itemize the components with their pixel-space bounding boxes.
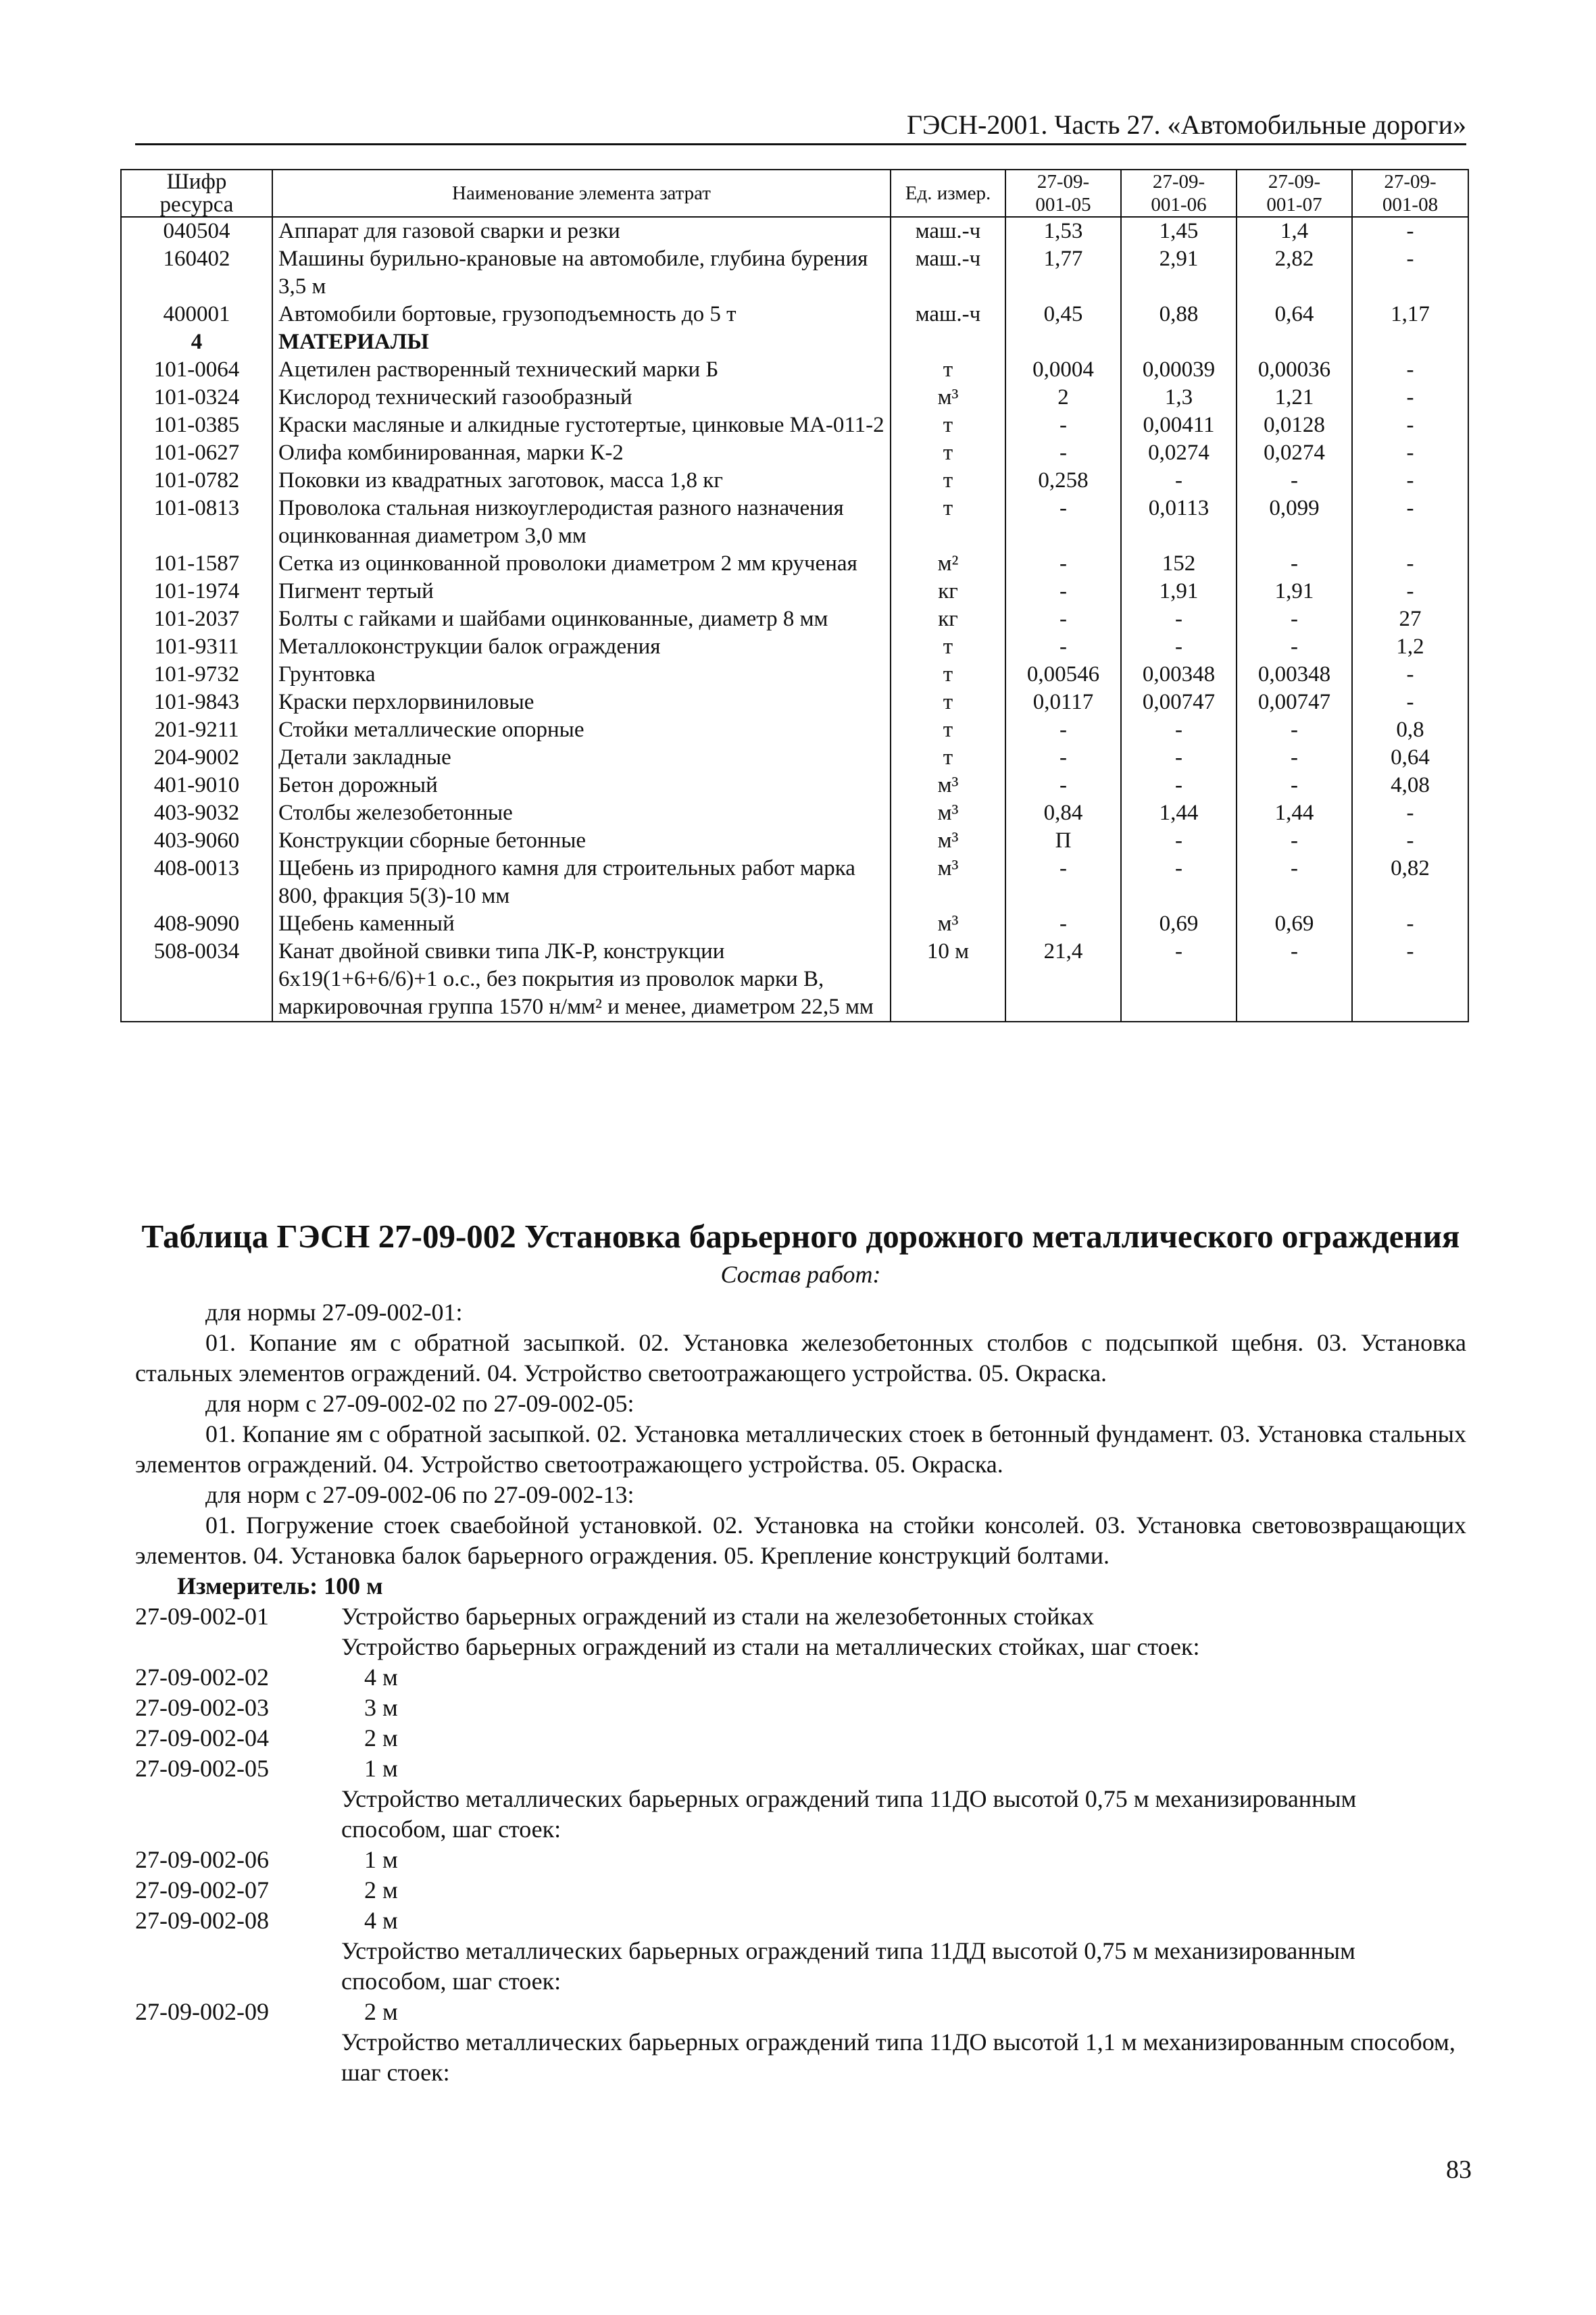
norm-code: 27-09-002-05 [135, 1755, 269, 1782]
table-row [121, 412, 1468, 439]
resource-unit: т [891, 633, 1005, 661]
norm-row [135, 1723, 1466, 1753]
resource-unit: т [891, 716, 1005, 744]
resource-value: 1,45 [1121, 217, 1237, 245]
resource-code: 101-9732 [121, 661, 272, 689]
resource-name: Болты с гайками и шайбами оцинкованные, диаметр 8 мм [272, 605, 891, 633]
resource-value: - [1352, 412, 1468, 439]
resource-value: 0,00036 [1237, 356, 1352, 384]
resource-code: 160402 [121, 245, 272, 301]
resource-value: - [1237, 827, 1352, 855]
table-row [121, 689, 1468, 716]
resource-value: 0,64 [1237, 301, 1352, 328]
resource-value: 0,45 [1005, 301, 1121, 328]
table-row [121, 550, 1468, 578]
section-body [135, 1297, 1466, 2088]
resource-value [1005, 328, 1121, 356]
resources-table [120, 169, 1469, 1022]
resource-value: - [1237, 605, 1352, 633]
resource-unit: м³ [891, 772, 1005, 799]
resource-value: 0,8 [1352, 716, 1468, 744]
resource-unit: т [891, 661, 1005, 689]
resource-name: Щебень каменный [272, 910, 891, 938]
norm-group-heading: Устройство металлических барьерных ограждений типа 11ДО высотой 1,1 м механизированным способом, шаг стоек: [341, 2028, 1455, 2086]
resource-name: Щебень из природного камня для строительных работ марка 800, фракция 5(3)-10 мм [272, 855, 891, 910]
norm-code: 27-09-002-04 [135, 1724, 269, 1751]
resource-value: - [1352, 799, 1468, 827]
resource-value: - [1005, 495, 1121, 550]
norm-description: 1 м [364, 1846, 398, 1873]
resource-value: 27 [1352, 605, 1468, 633]
resource-name: Автомобили бортовые, грузоподъемность до 5 т [272, 301, 891, 328]
resource-value: - [1005, 605, 1121, 633]
resource-value: 0,099 [1237, 495, 1352, 550]
resource-name: Пигмент тертый [272, 578, 891, 605]
resource-value: - [1352, 661, 1468, 689]
table-row [121, 439, 1468, 467]
resource-value: - [1005, 772, 1121, 799]
norm-code: 27-09-002-08 [135, 1907, 269, 1934]
resource-value: - [1237, 716, 1352, 744]
resource-code: 508-0034 [121, 938, 272, 1022]
resource-value: 0,00747 [1237, 689, 1352, 716]
resource-name: Сетка из оцинкованной проволоки диаметром 2 мм крученая [272, 550, 891, 578]
norm-row [135, 1693, 1466, 1723]
resource-code: 204-9002 [121, 744, 272, 772]
resource-value: 0,64 [1352, 744, 1468, 772]
norm-row [135, 1875, 1466, 1906]
resource-value: - [1352, 910, 1468, 938]
resource-unit: кг [891, 578, 1005, 605]
resource-value: 0,00411 [1121, 412, 1237, 439]
norm-row [135, 1997, 1466, 2027]
resource-value: - [1237, 633, 1352, 661]
resource-name: Бетон дорожный [272, 772, 891, 799]
table-row [121, 938, 1468, 1022]
table-row [121, 384, 1468, 412]
resource-name: Столбы железобетонные [272, 799, 891, 827]
work-text-3: 01. Погружение стоек сваебойной установкой. 02. Установка на стойки консолей. 03. Установка световозвращающих элементов. 04. Установка балок барьерного ограждения. 05. Крепление конструкций болтами. [135, 1512, 1466, 1569]
resource-value: - [1237, 772, 1352, 799]
resource-code: 101-0324 [121, 384, 272, 412]
resource-value: 2,91 [1121, 245, 1237, 301]
resource-value: - [1005, 910, 1121, 938]
resource-value: - [1352, 384, 1468, 412]
resource-value: 1,4 [1237, 217, 1352, 245]
resource-unit: м³ [891, 910, 1005, 938]
resource-unit: кг [891, 605, 1005, 633]
resource-value: 0,0274 [1237, 439, 1352, 467]
resource-value: - [1121, 744, 1237, 772]
norm-description: Устройство барьерных ограждений из стали на железобетонных стойках [341, 1603, 1095, 1630]
resource-unit: маш.-ч [891, 245, 1005, 301]
resource-value: 1,44 [1237, 799, 1352, 827]
table-row [121, 661, 1468, 689]
table-section-row [121, 328, 1468, 356]
resource-unit: т [891, 439, 1005, 467]
resource-value: 0,0128 [1237, 412, 1352, 439]
resource-code: 101-0782 [121, 467, 272, 495]
col-header-27-09-001-07: 27-09- 001-07 [1237, 170, 1352, 217]
norm-code: 27-09-002-09 [135, 1998, 269, 2025]
resource-unit: т [891, 495, 1005, 550]
col-header-name: Наименование элемента затрат [272, 170, 891, 217]
resource-name: Олифа комбинированная, марки К-2 [272, 439, 891, 467]
resource-code: 201-9211 [121, 716, 272, 744]
norm-code: 27-09-002-03 [135, 1694, 269, 1721]
resource-code: 101-0385 [121, 412, 272, 439]
resource-value: - [1237, 550, 1352, 578]
resource-value: 0,69 [1237, 910, 1352, 938]
resource-name: Краски перхлорвиниловые [272, 689, 891, 716]
work-text-2: 01. Копание ям с обратной засыпкой. 02. Установка металлических стоек в бетонный фундамент. 03. Установка стальных элементов ограждений. 04. Устройство светоотражающего устройства. 05. Окраска. [135, 1420, 1466, 1478]
table-row [121, 578, 1468, 605]
resource-value: 1,91 [1121, 578, 1237, 605]
col-header-code: Шифр ресурса [121, 170, 272, 217]
resource-value: - [1121, 827, 1237, 855]
table-row [121, 301, 1468, 328]
resource-code: 101-9311 [121, 633, 272, 661]
table-row [121, 910, 1468, 938]
resource-code: 101-1974 [121, 578, 272, 605]
resource-value: 0,0113 [1121, 495, 1237, 550]
resource-value: - [1121, 605, 1237, 633]
resource-code: 403-9060 [121, 827, 272, 855]
resource-value [1121, 328, 1237, 356]
table-row [121, 356, 1468, 384]
resource-value: 1,91 [1237, 578, 1352, 605]
resource-value: 0,69 [1121, 910, 1237, 938]
resource-value: 1,44 [1121, 799, 1237, 827]
resource-unit: маш.-ч [891, 301, 1005, 328]
resource-value: - [1352, 689, 1468, 716]
resource-value: - [1352, 467, 1468, 495]
resource-value: - [1121, 467, 1237, 495]
resource-value [1352, 328, 1468, 356]
resource-value: - [1352, 439, 1468, 467]
resource-value: 0,84 [1005, 799, 1121, 827]
resource-code: 403-9032 [121, 799, 272, 827]
resource-unit: маш.-ч [891, 217, 1005, 245]
resource-value: - [1121, 938, 1237, 1022]
resource-code: 101-1587 [121, 550, 272, 578]
resource-value: 1,77 [1005, 245, 1121, 301]
norm-row [135, 1845, 1466, 1875]
resource-unit: 10 м [891, 938, 1005, 1022]
resource-code: 040504 [121, 217, 272, 245]
resource-unit: т [891, 689, 1005, 716]
norm-row [135, 1753, 1466, 1784]
resource-unit: м³ [891, 384, 1005, 412]
resource-value: - [1237, 467, 1352, 495]
table-row [121, 245, 1468, 301]
resource-value: - [1005, 578, 1121, 605]
table-row [121, 827, 1468, 855]
resource-name: Металлоконструкции балок ограждения [272, 633, 891, 661]
resource-value: 4,08 [1352, 772, 1468, 799]
resource-value: 1,21 [1237, 384, 1352, 412]
table-header-row [121, 170, 1468, 217]
col-header-27-09-001-06: 27-09- 001-06 [1121, 170, 1237, 217]
resource-value: 0,00348 [1237, 661, 1352, 689]
resource-value: 0,00348 [1121, 661, 1237, 689]
norm-description: 1 м [364, 1755, 398, 1782]
resource-value: 21,4 [1005, 938, 1121, 1022]
resource-value: - [1352, 217, 1468, 245]
resource-unit: т [891, 412, 1005, 439]
resource-value: 1,3 [1121, 384, 1237, 412]
resource-value: 152 [1121, 550, 1237, 578]
norm-group-heading: Устройство металлических барьерных ограждений типа 11ДО высотой 0,75 м механизированным способом, шаг стоек: [341, 1785, 1357, 1843]
resource-value: 2,82 [1237, 245, 1352, 301]
resource-name: Грунтовка [272, 661, 891, 689]
norm-description: 2 м [364, 1724, 398, 1751]
resource-value: - [1005, 716, 1121, 744]
resource-name: Проволока стальная низкоуглеродистая разного назначения оцинкованная диаметром 3,0 мм [272, 495, 891, 550]
resource-value: - [1352, 578, 1468, 605]
resource-value: - [1352, 827, 1468, 855]
work-label-2: для норм с 27-09-002-02 по 27-09-002-05: [205, 1390, 634, 1417]
resource-value: - [1121, 855, 1237, 910]
page-number: 83 [1446, 2156, 1472, 2184]
resource-value: 0,0274 [1121, 439, 1237, 467]
resource-value: - [1005, 744, 1121, 772]
resource-value: 0,00747 [1121, 689, 1237, 716]
norm-description: 2 м [364, 1998, 398, 2025]
resource-value: - [1352, 356, 1468, 384]
resource-value: П [1005, 827, 1121, 855]
resource-value: - [1005, 855, 1121, 910]
resource-unit: м³ [891, 799, 1005, 827]
resource-value: 0,00039 [1121, 356, 1237, 384]
resource-name: Поковки из квадратных заготовок, масса 1,8 кг [272, 467, 891, 495]
norm-description: 4 м [364, 1907, 398, 1934]
resource-unit: м³ [891, 827, 1005, 855]
resource-value: - [1121, 633, 1237, 661]
resource-value: - [1352, 495, 1468, 550]
resource-code: 401-9010 [121, 772, 272, 799]
resource-value: - [1352, 938, 1468, 1022]
resource-value [1237, 328, 1352, 356]
table-row [121, 855, 1468, 910]
page-header-title: ГЭСН-2001. Часть 27. «Автомобильные дороги» [906, 109, 1466, 140]
norm-group-heading: Устройство барьерных ограждений из стали на металлических стойках, шаг стоек: [341, 1633, 1200, 1660]
resource-value: - [1005, 550, 1121, 578]
norm-code: 27-09-002-07 [135, 1876, 269, 1903]
resource-name: Кислород технический газообразный [272, 384, 891, 412]
resource-unit: м³ [891, 855, 1005, 910]
resource-code: 101-0813 [121, 495, 272, 550]
table-row [121, 217, 1468, 245]
table-row [121, 467, 1468, 495]
resource-code: 400001 [121, 301, 272, 328]
resource-value: 0,88 [1121, 301, 1237, 328]
resource-value: 1,53 [1005, 217, 1121, 245]
norm-row [135, 1906, 1466, 1936]
resource-value: - [1005, 439, 1121, 467]
resource-name: Аппарат для газовой сварки и резки [272, 217, 891, 245]
resource-value: - [1352, 245, 1468, 301]
resource-unit [891, 328, 1005, 356]
resource-value: - [1005, 633, 1121, 661]
resource-unit: т [891, 356, 1005, 384]
resource-name: Стойки металлические опорные [272, 716, 891, 744]
work-text-1: 01. Копание ям с обратной засыпкой. 02. Установка железобетонных столбов с подсыпкой щебня. 03. Установка стальных элементов ограждений. 04. Устройство светоотражающего устройства. 05. Окраска. [135, 1329, 1466, 1387]
col-header-unit: Ед. измер. [891, 170, 1005, 217]
col-header-27-09-001-08: 27-09- 001-08 [1352, 170, 1468, 217]
resource-value: - [1237, 744, 1352, 772]
resource-code: 101-0064 [121, 356, 272, 384]
resource-code: 101-9843 [121, 689, 272, 716]
resource-code: 4 [121, 328, 272, 356]
norm-description: 2 м [364, 1876, 398, 1903]
resource-name: МАТЕРИАЛЫ [272, 328, 891, 356]
work-label-1: для нормы 27-09-002-01: [205, 1299, 463, 1326]
resource-code: 101-0627 [121, 439, 272, 467]
resource-value: - [1237, 938, 1352, 1022]
table-row [121, 605, 1468, 633]
norm-code: 27-09-002-06 [135, 1846, 269, 1873]
resource-value: - [1237, 855, 1352, 910]
norm-code: 27-09-002-01 [135, 1603, 269, 1630]
section-title: Таблица ГЭСН 27-09-002 Установка барьерного дорожного металлического ограждения [141, 1218, 1460, 1255]
resource-name: Конструкции сборные бетонные [272, 827, 891, 855]
table-row [121, 716, 1468, 744]
table-row [121, 799, 1468, 827]
work-composition-label: Состав работ: [720, 1261, 881, 1288]
resource-value: 0,00546 [1005, 661, 1121, 689]
resource-value: - [1121, 772, 1237, 799]
norm-code: 27-09-002-02 [135, 1664, 269, 1691]
resource-unit: м² [891, 550, 1005, 578]
resource-unit: т [891, 744, 1005, 772]
page-header [135, 108, 1466, 145]
resource-value: 0,82 [1352, 855, 1468, 910]
resource-value: 2 [1005, 384, 1121, 412]
table-row [121, 633, 1468, 661]
norm-row [135, 1662, 1466, 1693]
resource-value: 0,258 [1005, 467, 1121, 495]
norm-description: 4 м [364, 1664, 398, 1691]
table-row [121, 744, 1468, 772]
work-label-3: для норм с 27-09-002-06 по 27-09-002-13: [205, 1481, 634, 1508]
resource-name: Машины бурильно-крановые на автомобиле, глубина бурения 3,5 м [272, 245, 891, 301]
table-row [121, 495, 1468, 550]
norm-row [135, 1601, 1466, 1632]
resource-name: Краски масляные и алкидные густотертые, цинковые МА-011-2 [272, 412, 891, 439]
resource-value: - [1352, 550, 1468, 578]
resource-value: 0,0117 [1005, 689, 1121, 716]
resource-name: Ацетилен растворенный технический марки Б [272, 356, 891, 384]
col-header-27-09-001-05: 27-09- 001-05 [1005, 170, 1121, 217]
resource-code: 408-9090 [121, 910, 272, 938]
table-row [121, 772, 1468, 799]
table-body [121, 217, 1468, 1022]
resource-value: 1,17 [1352, 301, 1468, 328]
measure-unit: Измеритель: 100 м [177, 1572, 383, 1599]
norm-list [135, 1601, 1466, 2088]
norm-group-heading: Устройство металлических барьерных ограждений типа 11ДД высотой 0,75 м механизированным способом, шаг стоек: [341, 1937, 1355, 1995]
resource-value: 1,2 [1352, 633, 1468, 661]
resource-value: 0,0004 [1005, 356, 1121, 384]
resource-value: - [1005, 412, 1121, 439]
norm-description: 3 м [364, 1694, 398, 1721]
resource-name: Детали закладные [272, 744, 891, 772]
resource-value: - [1121, 716, 1237, 744]
resource-code: 408-0013 [121, 855, 272, 910]
resource-code: 101-2037 [121, 605, 272, 633]
resource-name: Канат двойной свивки типа ЛК-Р, конструкции 6х19(1+6+6/6)+1 о.с., без покрытия из проволок марки В, маркировочная группа 1570 н/мм² и менее, диаметром 22,5 мм [272, 938, 891, 1022]
resource-unit: т [891, 467, 1005, 495]
